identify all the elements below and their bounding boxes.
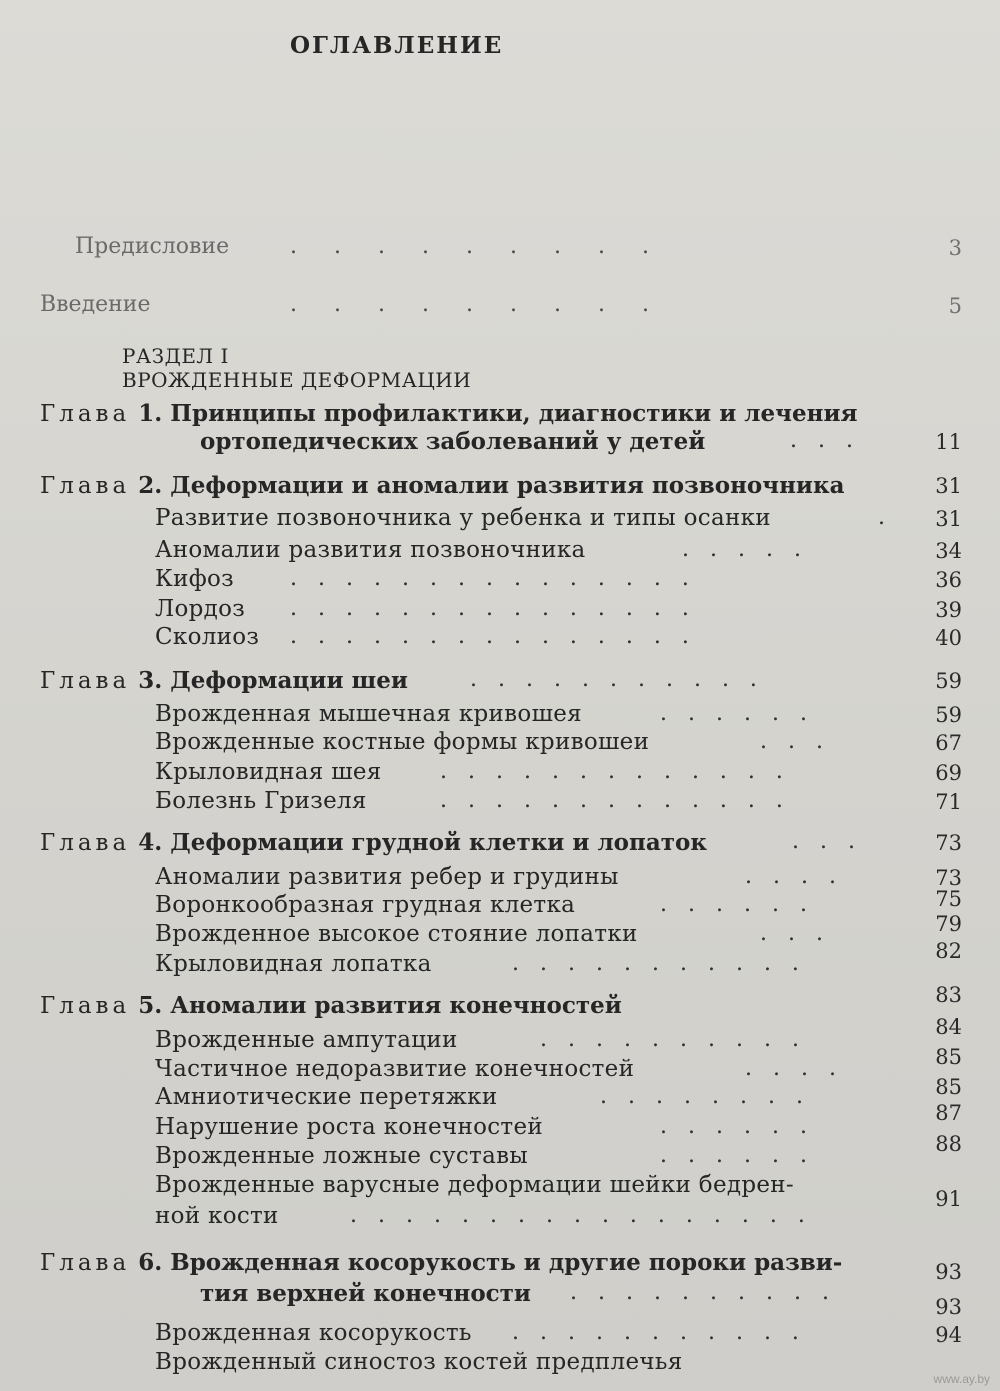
- page-number: 91: [935, 1187, 962, 1211]
- page-number: 83: [935, 983, 962, 1007]
- chapter-prefix: Глава: [40, 473, 131, 499]
- toc-entry: Врожденные варусные деформации шейки бедрен-: [155, 1172, 794, 1198]
- page-number: 3: [948, 236, 962, 260]
- toc-entry: Врожденная косорукость: [155, 1320, 472, 1346]
- page-number: 31: [935, 474, 962, 498]
- chapter-number: 6.: [138, 1249, 163, 1276]
- leader-dots: .........: [290, 234, 686, 259]
- chapter-heading: [40, 669, 408, 693]
- leader-dots: .............: [440, 788, 804, 813]
- chapter-heading: [40, 402, 858, 426]
- chapter-title: Принципы профилактики, диагностики и лечения: [170, 400, 858, 427]
- page-number: 87: [935, 1101, 962, 1125]
- page-number: 31: [935, 507, 962, 531]
- leader-dots: ...........: [512, 1320, 820, 1345]
- leader-dots: ......: [660, 1114, 828, 1139]
- leader-dots: ......: [660, 701, 828, 726]
- page-number: 85: [935, 1045, 962, 1069]
- chapter-prefix: Глава: [40, 668, 131, 694]
- page-number: 85: [935, 1075, 962, 1099]
- toc-entry: Сколиоз: [155, 624, 260, 650]
- leader-dots: .................: [350, 1203, 826, 1228]
- page-number: 69: [935, 761, 962, 785]
- chapter-heading: [40, 994, 622, 1018]
- chapter-number: 4.: [138, 829, 163, 856]
- chapter-prefix: Глава: [40, 993, 131, 1019]
- toc-entry: Амниотические перетяжки: [155, 1084, 498, 1110]
- page-number: 73: [935, 866, 962, 890]
- leader-dots: ...............: [290, 624, 710, 649]
- section-name: ВРОЖДЕННЫЕ ДЕФОРМАЦИИ: [122, 368, 472, 392]
- page-number: 67: [935, 731, 962, 755]
- leader-dots: .........: [290, 292, 686, 317]
- leader-dots: .............: [440, 759, 804, 784]
- chapter-title: Деформации грудной клетки и лопаток: [170, 829, 707, 856]
- chapter-heading: [40, 831, 707, 855]
- chapter-heading: [40, 474, 845, 498]
- leader-dots: ........: [600, 1084, 824, 1109]
- toc-entry-preface: Предисловие: [75, 234, 230, 259]
- page-number: 11: [935, 430, 962, 454]
- page-number: 73: [935, 831, 962, 855]
- toc-entry: Аномалии развития позвоночника: [155, 537, 586, 563]
- section-number: РАЗДЕЛ I: [122, 344, 229, 368]
- chapter-title: Врожденная косорукость и другие пороки разви-: [170, 1249, 843, 1276]
- page-number: 5: [948, 294, 962, 318]
- toc-entry: Кифоз: [155, 566, 235, 592]
- leader-dots: ...: [792, 829, 876, 854]
- page-number: 79: [935, 912, 962, 936]
- chapter-number: 3.: [138, 667, 163, 694]
- leader-dots: ...: [760, 729, 844, 754]
- toc-entry: Крыловидная лопатка: [155, 951, 432, 977]
- chapter-title-continued: тия верхней конечности: [200, 1280, 531, 1307]
- page-number: 59: [935, 703, 962, 727]
- leader-dots: .....: [682, 537, 822, 562]
- leader-dots: .: [878, 505, 906, 530]
- page-number: 36: [935, 568, 962, 592]
- chapter-title-continued: ортопедических заболеваний у детей: [200, 428, 706, 455]
- leader-dots: ...: [760, 921, 844, 946]
- page-number: 75: [935, 887, 962, 911]
- leader-dots: ....: [745, 864, 857, 889]
- page-number: 84: [935, 1015, 962, 1039]
- toc-entry: Врожденное высокое стояние лопатки: [155, 921, 638, 947]
- page-title: ОГЛАВЛЕНИЕ: [290, 32, 504, 59]
- chapter-heading: [40, 1251, 842, 1275]
- toc-entry: Частичное недоразвитие конечностей: [155, 1056, 635, 1082]
- toc-entry: Развитие позвоночника у ребенка и типы осанки: [155, 505, 771, 531]
- watermark: www.ay.by: [933, 1372, 990, 1386]
- page-number: 34: [935, 539, 962, 563]
- chapter-prefix: Глава: [40, 401, 131, 427]
- leader-dots: ...........: [512, 951, 820, 976]
- leader-dots: ....: [745, 1056, 857, 1081]
- leader-dots: ...........: [470, 667, 778, 692]
- toc-entry: Воронкообразная грудная клетка: [155, 892, 576, 918]
- leader-dots: ......: [660, 1143, 828, 1168]
- toc-entry: Врожденный синостоз костей предплечья: [155, 1349, 683, 1375]
- page-number: 94: [935, 1323, 962, 1347]
- toc-entry-continued: ной кости: [155, 1203, 279, 1229]
- page-number: 71: [935, 790, 962, 814]
- leader-dots: ...: [790, 428, 874, 453]
- chapter-title: Деформации и аномалии развития позвоночника: [170, 472, 845, 499]
- chapter-prefix: Глава: [40, 1250, 131, 1276]
- toc-entry: Врожденные ложные суставы: [155, 1143, 528, 1169]
- chapter-number: 2.: [138, 472, 163, 499]
- toc-entry: Аномалии развития ребер и грудины: [155, 864, 619, 890]
- page-number: 39: [935, 598, 962, 622]
- chapter-number: 1.: [138, 400, 163, 427]
- page-number: 93: [935, 1295, 962, 1319]
- leader-dots: ...............: [290, 596, 710, 621]
- chapter-prefix: Глава: [40, 830, 131, 856]
- toc-entry: Врожденные костные формы кривошеи: [155, 729, 650, 755]
- leader-dots: ..........: [540, 1027, 820, 1052]
- page-number: 82: [935, 939, 962, 963]
- page-number: 59: [935, 669, 962, 693]
- leader-dots: ..........: [570, 1280, 850, 1305]
- toc-entry: Врожденная мышечная кривошея: [155, 701, 582, 727]
- page-number: 40: [935, 626, 962, 650]
- page-number: 88: [935, 1132, 962, 1156]
- toc-entry: Нарушение роста конечностей: [155, 1114, 543, 1140]
- toc-entry: Болезнь Гризеля: [155, 788, 367, 814]
- page-number: 93: [935, 1260, 962, 1284]
- chapter-title: Деформации шеи: [170, 667, 408, 694]
- toc-entry: Врожденные ампутации: [155, 1027, 458, 1053]
- toc-entry: Лордоз: [155, 596, 246, 622]
- toc-entry-introduction: Введение: [40, 292, 151, 317]
- chapter-number: 5.: [138, 992, 163, 1019]
- chapter-title: Аномалии развития конечностей: [170, 992, 622, 1019]
- toc-entry: Крыловидная шея: [155, 759, 382, 785]
- leader-dots: ......: [660, 892, 828, 917]
- leader-dots: ...............: [290, 566, 710, 591]
